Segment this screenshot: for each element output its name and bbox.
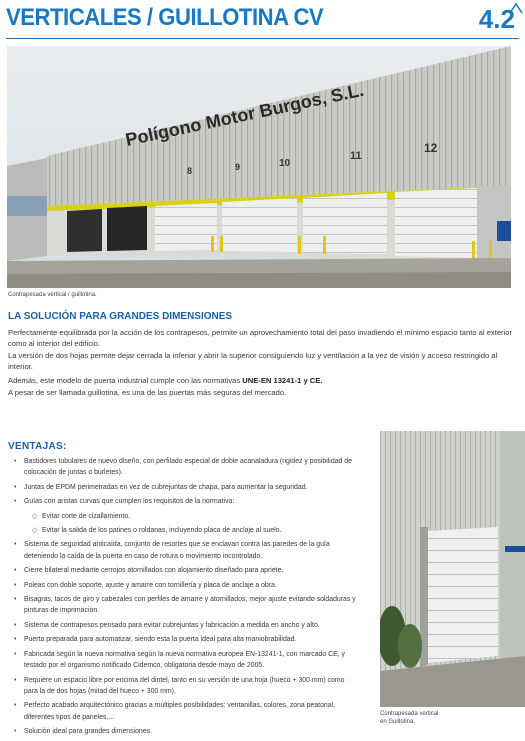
paragraph: Perfectamente equilibrada por la acción de los contrapesos, permite un aprovechamiento total del paso invadiendo el mínimo espacio tanto al exterior como al interior del edificio. [8,328,513,348]
diamond-icon: ◇ [32,512,38,520]
ventajas-list [14,456,359,741]
building-sign: Polígono Motor Burgos, S.L. [123,79,366,150]
list-item: • Solución ideal para grandes dimensiones. [14,726,359,737]
hero-caption: Contrapesada vertical / guillotina. [8,292,97,298]
list-item: • Poleas con doble soporte, ajuste y amarre con tornillería y placa de anclaje a obra. [14,580,359,591]
paragraph: A pesar de ser llamada guillotina, es una de las puertas más seguras del mercado. [8,388,287,397]
ventajas-heading: VENTAJAS: [8,441,67,452]
list-item: • Requiere un espacio libre por encima del dintel, tanto en su versión de una hoja (hueco + 300 mm) como para la de dos hojas (mitad del hueco + 300 mm). [14,675,359,698]
norm-text: UNE-EN 13241-1 y CE. [242,376,323,385]
list-item: • Puerta preparada para automatizar, siendo esta la puerta ideal para alta maniobrabilidad. [14,634,359,645]
diamond-icon: ◇ [32,527,38,535]
title-divider [6,38,519,39]
list-item: • Fabricada según la nueva normativa según la nueva normativa europea EN-13241-1, con marcado CE, y testado por el organismo notificado Cidemco, obligatoria desde mayo de 2005. [14,649,359,672]
door-number: 11 [350,150,362,162]
hero-photo [7,46,511,288]
list-item: • Bastidores tubulares de nuevo diseño, con perfilado especial de doble acanaladura (rigidez y posibilidad de colocación de juntas o burletes). [14,456,359,479]
side-caption-line2: en Guillotina. [380,719,416,725]
sub-list-item [14,525,359,536]
sub-list-item [14,511,359,522]
list-item: • Cierre bilateral mediante cerrojos atornillados con alojamiento diseñado para apriete. [14,565,359,576]
door-number: 9 [235,162,241,172]
sub-list-text: Evitar corte de cizallamiento. [42,512,131,520]
list-item: • Bisagras, tacos de giro y cabezales con perfiles de amarre y atornillados, mejor ajuste evitando soldaduras y pinturas de imprimación. [14,594,359,617]
list-item: • Perfecto acabado arquitectónico gracias a múltiples posibilidades: ventanillas, colores, zona peatonal, diferentes tipos de paneles,... [14,700,359,723]
door-number: 8 [187,166,193,176]
side-caption [380,710,520,726]
door-number: 12 [424,141,438,155]
side-photo [380,431,525,707]
page-title: VERTICALES / GUILLOTINA CV [6,4,324,31]
paragraph [8,375,518,386]
sub-list-text: Evitar la salida de los patines o roldanas, incluyendo placa de anclaje al suelo. [42,527,282,535]
list-item: • Sistema de seguridad anticaída, conjunto de resortes que se enclavan contra las paredes de la guía deteniendo la caída de la puerta en caso de rotura o movimiento incontrolado. [14,539,359,562]
paragraph-text: Además, este modelo de puerta industrial cumple con las normativas [8,376,243,385]
side-caption-line1: Contrapesada vertical [380,711,439,717]
door-number: 10 [279,158,291,169]
main-heading: LA SOLUCIÓN PARA GRANDES DIMENSIONES [8,311,233,322]
list-item: • Guías con aristas curvas que cumplen los requisitos de la normativa: [14,496,359,507]
list-item: • Sistema de contrapesos pensado para evitar cubrejuntas y fabricación a medida en ancho y alto. [14,620,359,631]
section-number: 4.2 [478,4,515,34]
list-item: • Juntas de EPDM perimetradas en vez de cubrejuntas de chapa, para aumentar la seguridad. [14,482,359,493]
paragraph: La versión de dos hojas permite dejar cerrada la inferior y abrir la superior consiguiendo luz y ventilación a la vez de visión y acceso restringido al interior. [8,351,498,371]
